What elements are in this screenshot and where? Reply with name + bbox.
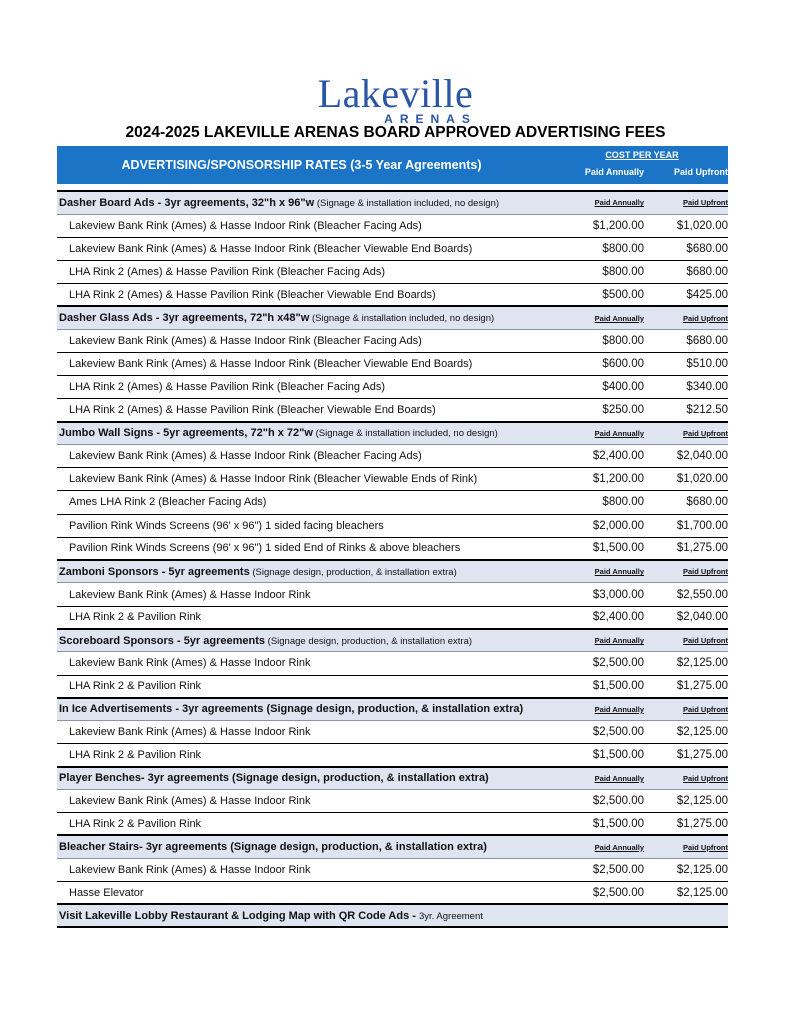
category-title xyxy=(57,566,556,578)
category-paid-upfront-label: Paid Upfront xyxy=(683,428,728,438)
item-paid-annually: $600.00 xyxy=(602,358,644,371)
table-row xyxy=(57,238,728,261)
category-paid-annually-label: Paid Annually xyxy=(594,198,644,208)
category-title-note: 3yr. Agreement xyxy=(418,910,483,922)
table-row xyxy=(57,721,728,744)
table-body xyxy=(57,192,728,928)
table-row xyxy=(57,399,728,422)
item-paid-annually: $1,500.00 xyxy=(592,542,644,555)
item-paid-upfront: $2,125.00 xyxy=(676,657,728,670)
item-label: Lakeview Bank Rink (Ames) & Hasse Indoor Rink xyxy=(69,588,311,601)
item-label: LHA Rink 2 (Ames) & Hasse Pavilion Rink (Bleacher Facing Ads) xyxy=(69,381,386,394)
category-row xyxy=(57,768,728,791)
item-paid-upfront: $1,275.00 xyxy=(676,680,728,693)
item-paid-upfront: $1,275.00 xyxy=(676,748,728,761)
item-paid-upfront: $680.00 xyxy=(686,265,728,278)
table-header xyxy=(57,146,728,184)
item-label: LHA Rink 2 & Pavilion Rink xyxy=(69,748,202,761)
item-paid-upfront: $2,125.00 xyxy=(676,886,728,899)
category-title xyxy=(57,635,556,647)
category-title-main: Visit Lakeville Lobby Restaurant & Lodging Map with QR Code Ads - xyxy=(59,909,419,922)
category-title-main: Player Benches- 3yr agreements (Signage design, production, & installation extra) xyxy=(59,772,489,785)
category-paid-annually-label: Paid Annually xyxy=(594,428,644,438)
item-paid-upfront: $1,275.00 xyxy=(676,817,728,830)
table-row xyxy=(57,468,728,491)
paid-annually-header: Paid Annually xyxy=(584,167,644,177)
category-paid-upfront-label: Paid Upfront xyxy=(683,198,728,208)
item-paid-annually: $2,500.00 xyxy=(592,726,644,739)
item-paid-upfront: $425.00 xyxy=(686,288,728,301)
table-row xyxy=(57,859,728,882)
category-paid-upfront-label: Paid Upfront xyxy=(683,704,728,714)
category-paid-annually-label: Paid Annually xyxy=(594,773,644,783)
item-label: Lakeview Bank Rink (Ames) & Hasse Indoor Rink (Bleacher Facing Ads) xyxy=(69,334,422,347)
item-paid-annually: $250.00 xyxy=(602,403,644,416)
category-title xyxy=(57,910,556,922)
item-paid-upfront: $2,125.00 xyxy=(676,726,728,739)
item-label: Hasse Elevator xyxy=(69,886,144,899)
category-title xyxy=(57,312,556,324)
item-paid-annually: $800.00 xyxy=(602,334,644,347)
category-paid-upfront-label: Paid Upfront xyxy=(683,773,728,783)
item-paid-annually: $3,000.00 xyxy=(592,588,644,601)
category-title-main: Jumbo Wall Signs - 5yr agreements, 72"h x 72"w xyxy=(59,427,313,440)
category-title-main: In Ice Advertisements - 3yr agreements (Signage design, production, & installation extra) xyxy=(59,703,524,716)
cost-per-year-label: COST PER YEAR xyxy=(605,150,679,160)
category-row xyxy=(57,423,728,446)
item-paid-annually: $800.00 xyxy=(602,496,644,509)
category-title xyxy=(57,772,556,784)
category-title-main: Dasher Glass Ads - 3yr agreements, 72"h x48"w xyxy=(59,312,310,324)
category-paid-annually-label: Paid Annually xyxy=(594,313,644,323)
category-title-main: Zamboni Sponsors - 5yr agreements xyxy=(59,565,250,578)
header-spacer xyxy=(57,184,728,192)
item-paid-annually: $1,500.00 xyxy=(592,680,644,693)
item-paid-upfront: $2,040.00 xyxy=(676,611,728,624)
category-title xyxy=(57,841,556,853)
item-label: Pavilion Rink Winds Screens (96' x 96") 1 sided facing bleachers xyxy=(69,519,384,532)
category-title-main: Bleacher Stairs- 3yr agreements (Signage design, production, & installation extra) xyxy=(59,841,487,854)
table-row xyxy=(57,538,728,561)
item-paid-annually: $2,400.00 xyxy=(592,450,644,463)
item-paid-upfront: $212.50 xyxy=(686,403,728,416)
table-row xyxy=(57,744,728,767)
item-paid-annually: $2,500.00 xyxy=(592,657,644,670)
item-paid-annually: $2,500.00 xyxy=(592,886,644,899)
category-title-note: (Signage design, production, & installation extra) xyxy=(249,566,457,578)
item-label: LHA Rink 2 (Ames) & Hasse Pavilion Rink (Bleacher Facing Ads) xyxy=(69,265,386,278)
category-row xyxy=(57,905,728,928)
item-paid-annually: $1,200.00 xyxy=(592,473,644,486)
item-label: Ames LHA Rink 2 (Bleacher Facing Ads) xyxy=(69,496,267,509)
item-paid-annually: $500.00 xyxy=(602,288,644,301)
item-paid-upfront: $680.00 xyxy=(686,334,728,347)
item-label: LHA Rink 2 & Pavilion Rink xyxy=(69,680,202,693)
category-paid-annually-label: Paid Annually xyxy=(594,567,644,577)
item-paid-annually: $2,400.00 xyxy=(592,611,644,624)
item-label: Lakeview Bank Rink (Ames) & Hasse Indoor Rink (Bleacher Viewable Ends of Rink) xyxy=(69,473,478,486)
category-title-main: Dasher Board Ads - 3yr agreements, 32"h x 96"w xyxy=(59,196,315,209)
category-paid-annually-label: Paid Annually xyxy=(594,842,644,852)
item-label: Lakeview Bank Rink (Ames) & Hasse Indoor Rink xyxy=(69,864,311,877)
item-label: Lakeview Bank Rink (Ames) & Hasse Indoor Rink xyxy=(69,657,311,670)
category-paid-upfront-label: Paid Upfront xyxy=(683,842,728,852)
table-row xyxy=(57,583,728,606)
table-row xyxy=(57,882,728,905)
table-row xyxy=(57,445,728,468)
table-row xyxy=(57,790,728,813)
item-paid-annually: $1,500.00 xyxy=(592,748,644,761)
table-row xyxy=(57,376,728,399)
logo-wordmark: Lakeville xyxy=(317,71,474,116)
table-row xyxy=(57,676,728,699)
item-label: LHA Rink 2 (Ames) & Hasse Pavilion Rink (Bleacher Viewable End Boards) xyxy=(69,403,436,416)
category-paid-upfront-label: Paid Upfront xyxy=(683,567,728,577)
item-paid-upfront: $510.00 xyxy=(686,358,728,371)
category-row xyxy=(57,561,728,584)
category-row xyxy=(57,836,728,859)
category-paid-annually-label: Paid Annually xyxy=(594,704,644,714)
table-row xyxy=(57,284,728,307)
document-title: 2024-2025 LAKEVILLE ARENAS BOARD APPROVED ADVERTISING FEES xyxy=(125,124,666,141)
header-cost-columns xyxy=(556,146,728,184)
item-paid-upfront: $680.00 xyxy=(686,242,728,255)
item-paid-annually: $2,500.00 xyxy=(592,864,644,877)
category-title xyxy=(57,427,556,439)
category-row xyxy=(57,307,728,330)
item-paid-upfront: $1,020.00 xyxy=(676,473,728,486)
header-title: ADVERTISING/SPONSORSHIP RATES (3-5 Year Agreements) xyxy=(121,158,482,172)
category-row xyxy=(57,699,728,722)
table-row xyxy=(57,813,728,836)
paid-upfront-header: Paid Upfront xyxy=(674,167,728,177)
item-paid-upfront: $2,550.00 xyxy=(676,588,728,601)
item-paid-annually: $2,500.00 xyxy=(592,795,644,808)
item-paid-upfront: $1,020.00 xyxy=(676,219,728,232)
item-paid-annually: $1,200.00 xyxy=(592,219,644,232)
item-label: Lakeview Bank Rink (Ames) & Hasse Indoor Rink (Bleacher Facing Ads) xyxy=(69,450,422,463)
item-label: LHA Rink 2 & Pavilion Rink xyxy=(69,611,202,624)
table-row xyxy=(57,607,728,630)
category-row xyxy=(57,630,728,653)
item-label: Lakeview Bank Rink (Ames) & Hasse Indoor Rink (Bleacher Facing Ads) xyxy=(69,219,422,232)
item-label: Lakeview Bank Rink (Ames) & Hasse Indoor Rink (Bleacher Viewable End Boards) xyxy=(69,242,473,255)
item-paid-upfront: $680.00 xyxy=(686,496,728,509)
table-row xyxy=(57,491,728,514)
category-title-note: (Signage & installation included, no design) xyxy=(309,313,495,324)
item-label: LHA Rink 2 & Pavilion Rink xyxy=(69,817,202,830)
category-title xyxy=(57,197,556,209)
item-paid-annually: $2,000.00 xyxy=(592,519,644,532)
item-paid-annually: $400.00 xyxy=(602,381,644,394)
item-paid-upfront: $2,125.00 xyxy=(676,795,728,808)
table-row xyxy=(57,353,728,376)
table-row xyxy=(57,215,728,238)
item-paid-upfront: $340.00 xyxy=(686,381,728,394)
item-label: LHA Rink 2 (Ames) & Hasse Pavilion Rink (Bleacher Viewable End Boards) xyxy=(69,288,436,301)
category-title-note: (Signage design, production, & installation extra) xyxy=(265,635,473,647)
item-paid-upfront: $2,040.00 xyxy=(676,450,728,463)
category-title-note: (Signage & installation included, no design) xyxy=(314,197,500,209)
item-paid-annually: $1,500.00 xyxy=(592,817,644,830)
item-label: Lakeview Bank Rink (Ames) & Hasse Indoor Rink (Bleacher Viewable End Boards) xyxy=(69,358,473,371)
category-title-main: Scoreboard Sponsors - 5yr agreements xyxy=(59,634,266,647)
category-title xyxy=(57,703,556,715)
item-paid-upfront: $1,700.00 xyxy=(676,519,728,532)
item-paid-upfront: $2,125.00 xyxy=(676,864,728,877)
logo xyxy=(0,71,791,126)
item-paid-upfront: $1,275.00 xyxy=(676,542,728,555)
item-label: Pavilion Rink Winds Screens (96' x 96") 1 sided End of Rinks & above bleachers xyxy=(69,542,461,555)
item-paid-annually: $800.00 xyxy=(602,242,644,255)
table-row xyxy=(57,261,728,284)
category-row xyxy=(57,192,728,215)
category-paid-annually-label: Paid Annually xyxy=(594,636,644,646)
rates-table xyxy=(57,146,728,928)
item-label: Lakeview Bank Rink (Ames) & Hasse Indoor Rink xyxy=(69,795,311,808)
item-paid-annually: $800.00 xyxy=(602,265,644,278)
item-label: Lakeview Bank Rink (Ames) & Hasse Indoor Rink xyxy=(69,726,311,739)
table-row xyxy=(57,330,728,353)
category-paid-upfront-label: Paid Upfront xyxy=(683,636,728,646)
logo-subtitle: ARENAS xyxy=(384,112,477,126)
table-row xyxy=(57,515,728,538)
category-title-note: (Signage & installation included, no design) xyxy=(312,428,498,440)
table-row xyxy=(57,652,728,675)
category-paid-upfront-label: Paid Upfront xyxy=(683,313,728,323)
